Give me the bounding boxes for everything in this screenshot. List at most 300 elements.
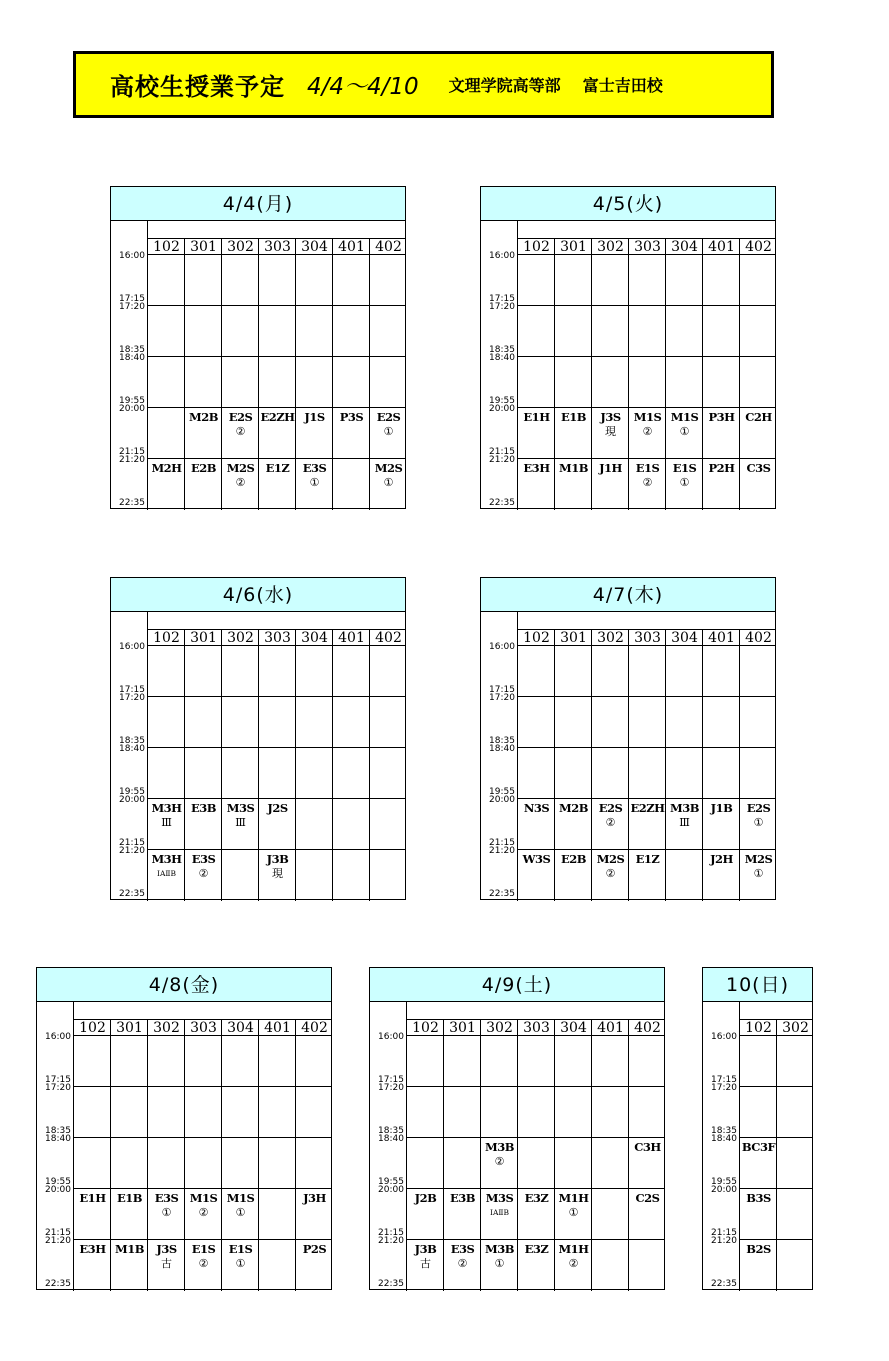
time-label: 17:20: [489, 302, 515, 312]
room-label: 401: [708, 239, 735, 255]
room-label: 302: [227, 630, 254, 646]
class-subject-note: 現: [272, 867, 283, 880]
class-code: J3S: [600, 410, 621, 424]
slot-row-divider: [74, 1086, 331, 1087]
class-code: M2S: [226, 461, 255, 475]
time-label: 22:35: [45, 1279, 71, 1289]
class-cell: [740, 410, 777, 425]
class-cell: [555, 410, 592, 425]
class-code: E1B: [117, 1191, 142, 1205]
class-cell: [518, 1191, 555, 1206]
class-code: B2S: [746, 1242, 771, 1256]
schedule-date-header: 4/7(木): [481, 578, 775, 612]
slot-row-divider: [74, 1239, 331, 1240]
time-label: 17:20: [711, 1083, 737, 1093]
schedule-sat: [369, 967, 665, 1290]
time-label: 17:15: [489, 294, 515, 304]
time-label: 21:20: [119, 455, 145, 465]
time-label: 17:20: [45, 1083, 71, 1093]
class-code: E1S: [228, 1242, 253, 1256]
class-subject-note: ①: [309, 476, 320, 489]
time-label: 19:55: [489, 787, 515, 797]
slot-row-divider: [148, 305, 405, 306]
time-label: 18:40: [378, 1134, 404, 1144]
time-label: 17:15: [711, 1075, 737, 1085]
class-code: E2B: [561, 852, 586, 866]
time-label: 17:15: [119, 294, 145, 304]
room-label: 301: [560, 630, 587, 646]
slot-row-divider: [518, 696, 775, 697]
slot-row-divider: [518, 458, 775, 459]
slot-row-divider: [148, 849, 405, 850]
class-code: E2S: [228, 410, 253, 424]
class-cell: [740, 1140, 777, 1155]
slot-row-divider: [740, 1086, 812, 1087]
class-subject-note: ②: [642, 476, 653, 489]
time-label: 19:55: [119, 787, 145, 797]
class-cell: [518, 852, 555, 867]
class-code: B3S: [746, 1191, 771, 1205]
room-label: 302: [227, 239, 254, 255]
schedule-date-header: 4/8(金): [37, 968, 331, 1002]
room-label: 304: [560, 1020, 587, 1036]
schedule-mon: [110, 186, 406, 509]
room-label: 302: [597, 630, 624, 646]
class-code: M2H: [151, 461, 182, 475]
class-subject-note: ①: [494, 1257, 505, 1270]
time-label: 21:15: [711, 1228, 737, 1238]
slot-row-divider: [148, 798, 405, 799]
time-label: 21:15: [45, 1228, 71, 1238]
class-code: M3H: [151, 801, 182, 815]
slot-row-divider: [518, 356, 775, 357]
class-code: E1S: [191, 1242, 216, 1256]
slot-row-divider: [407, 1137, 664, 1138]
class-code: M3B: [670, 801, 699, 815]
slot-row-divider: [518, 407, 775, 408]
time-label: 16:00: [711, 1032, 737, 1042]
class-cell: [629, 1191, 666, 1206]
schedule-date-header: 4/5(火): [481, 187, 775, 221]
class-cell: [296, 1191, 333, 1206]
time-label: 17:15: [489, 685, 515, 695]
class-cell: [740, 801, 777, 830]
room-label: 302: [486, 1020, 513, 1036]
slot-row-divider: [407, 1086, 664, 1087]
time-label: 20:00: [489, 404, 515, 414]
class-subject-note: ①: [679, 425, 690, 438]
banner-date-range: 4/4〜4/10: [307, 74, 419, 100]
class-cell: [444, 1191, 481, 1206]
slot-row-divider: [148, 458, 405, 459]
class-cell: [592, 852, 629, 881]
room-label: 402: [375, 630, 402, 646]
room-label: 303: [634, 630, 661, 646]
time-label: 18:35: [378, 1126, 404, 1136]
class-subject-note: ①: [383, 425, 394, 438]
class-subject-note: ②: [198, 867, 209, 880]
class-subject-note: 古: [161, 1257, 172, 1270]
class-code: C3H: [634, 1140, 661, 1154]
class-code: P2H: [708, 461, 735, 475]
class-cell: [629, 852, 666, 867]
class-cell: [592, 410, 629, 439]
class-code: C3S: [746, 461, 771, 475]
time-label: 16:00: [119, 251, 145, 261]
class-code: E2S: [746, 801, 771, 815]
time-label: 18:40: [45, 1134, 71, 1144]
class-code: E3B: [191, 801, 216, 815]
class-cell: [481, 1140, 518, 1169]
class-cell: [222, 801, 259, 830]
room-label: 303: [264, 630, 291, 646]
slot-row-divider: [518, 747, 775, 748]
class-cell: [185, 801, 222, 816]
room-label: 401: [597, 1020, 624, 1036]
class-cell: [703, 410, 740, 425]
class-code: M1S: [226, 1191, 255, 1205]
schedule-date-header: 10(日): [703, 968, 812, 1002]
class-cell: [518, 1242, 555, 1257]
class-cell: [148, 461, 185, 476]
class-code: E3S: [154, 1191, 179, 1205]
class-cell: [296, 410, 333, 425]
class-code: E3H: [79, 1242, 106, 1256]
time-label: 19:55: [489, 396, 515, 406]
room-label: 401: [338, 239, 365, 255]
room-label: 301: [560, 239, 587, 255]
class-code: M3S: [485, 1191, 514, 1205]
time-label: 22:35: [489, 889, 515, 899]
slot-row-divider: [518, 798, 775, 799]
class-code: P3H: [708, 410, 735, 424]
schedule-date-header: 4/9(土): [370, 968, 664, 1002]
class-code: J3S: [156, 1242, 177, 1256]
time-label: 17:20: [378, 1083, 404, 1093]
class-subject-note: ①: [235, 1206, 246, 1219]
class-code: E3H: [523, 461, 550, 475]
time-label: 20:00: [378, 1185, 404, 1195]
class-code: E3S: [302, 461, 327, 475]
class-code: J3B: [414, 1242, 437, 1256]
class-subject-note: ②: [605, 867, 616, 880]
class-code: M1S: [189, 1191, 218, 1205]
class-code: M3B: [485, 1140, 514, 1154]
class-cell: [148, 1242, 185, 1271]
class-cell: [407, 1191, 444, 1206]
room-label: 401: [264, 1020, 291, 1036]
class-cell: [259, 410, 296, 425]
schedule-wed: [110, 577, 406, 900]
class-subject-note: ②: [198, 1206, 209, 1219]
class-subject-note: ①: [235, 1257, 246, 1270]
class-subject-note: ①: [753, 816, 764, 829]
class-cell: [333, 410, 370, 425]
time-label: 17:15: [119, 685, 145, 695]
time-label: 16:00: [489, 642, 515, 652]
time-label: 16:00: [119, 642, 145, 652]
class-code: E1Z: [265, 461, 290, 475]
class-code: M1S: [633, 410, 662, 424]
class-code: M2S: [744, 852, 773, 866]
class-cell: [74, 1242, 111, 1257]
class-subject-note: ②: [568, 1257, 579, 1270]
room-label: 301: [449, 1020, 476, 1036]
slot-row-divider: [407, 1188, 664, 1189]
time-label: 19:55: [119, 396, 145, 406]
class-cell: [222, 410, 259, 439]
class-subject-note: ①: [753, 867, 764, 880]
class-code: J3H: [303, 1191, 326, 1205]
class-cell: [74, 1191, 111, 1206]
class-cell: [407, 1242, 444, 1271]
class-code: C2H: [745, 410, 772, 424]
class-code: M1B: [559, 461, 588, 475]
time-label: 20:00: [711, 1185, 737, 1195]
class-code: M1H: [558, 1242, 589, 1256]
class-code: E2ZH: [260, 410, 295, 424]
schedule-date-header: 4/4(月): [111, 187, 405, 221]
class-subject-note: ②: [605, 816, 616, 829]
class-cell: [185, 410, 222, 425]
class-subject-note: ①: [383, 476, 394, 489]
time-label: 20:00: [119, 404, 145, 414]
time-label: 21:20: [489, 455, 515, 465]
time-label: 19:55: [45, 1177, 71, 1187]
class-cell: [148, 852, 185, 881]
time-label: 22:35: [119, 889, 145, 899]
time-label: 18:40: [489, 744, 515, 754]
class-code: J2S: [267, 801, 288, 815]
time-label: 18:40: [119, 353, 145, 363]
class-code: M1H: [558, 1191, 589, 1205]
class-cell: [518, 461, 555, 476]
class-cell: [370, 410, 407, 439]
class-code: E1S: [672, 461, 697, 475]
class-code: M3B: [485, 1242, 514, 1256]
class-code: M2B: [189, 410, 218, 424]
room-label: 304: [671, 630, 698, 646]
banner-title: 高校生授業予定: [110, 73, 285, 101]
time-label: 18:35: [119, 345, 145, 355]
class-cell: [740, 461, 777, 476]
class-code: M3S: [226, 801, 255, 815]
time-label: 21:20: [378, 1236, 404, 1246]
class-cell: [259, 801, 296, 816]
class-code: E3S: [191, 852, 216, 866]
time-label: 17:15: [45, 1075, 71, 1085]
class-subject-note: Ⅲ: [679, 816, 690, 829]
time-label: 16:00: [489, 251, 515, 261]
class-cell: [185, 1191, 222, 1220]
class-code: E1H: [523, 410, 550, 424]
class-code: P2S: [302, 1242, 327, 1256]
class-cell: [370, 461, 407, 490]
room-label: 102: [79, 1020, 106, 1036]
room-label: 102: [523, 239, 550, 255]
class-subject-note: ①: [161, 1206, 172, 1219]
class-cell: [703, 801, 740, 816]
class-cell: [555, 801, 592, 816]
time-label: 21:15: [489, 838, 515, 848]
class-code: E2S: [376, 410, 401, 424]
room-label: 401: [708, 630, 735, 646]
time-label: 19:55: [711, 1177, 737, 1187]
slot-row-divider: [518, 305, 775, 306]
time-label: 17:20: [489, 693, 515, 703]
class-subject-note: Ⅲ: [235, 816, 246, 829]
class-subject-note: ②: [494, 1155, 505, 1168]
class-code: W3S: [522, 852, 551, 866]
time-label: 20:00: [119, 795, 145, 805]
schedule-tue: [480, 186, 776, 509]
room-label: 303: [264, 239, 291, 255]
time-label: 21:15: [119, 447, 145, 457]
class-code: E1S: [635, 461, 660, 475]
class-cell: [629, 1140, 666, 1155]
schedule-fri: [36, 967, 332, 1290]
class-cell: [703, 461, 740, 476]
class-cell: [259, 461, 296, 476]
slot-row-divider: [740, 1137, 812, 1138]
banner-school: 文理学院高等部: [448, 76, 561, 95]
class-cell: [296, 1242, 333, 1257]
class-code: E2S: [598, 801, 623, 815]
class-code: E3Z: [524, 1242, 549, 1256]
class-cell: [666, 461, 703, 490]
time-label: 16:00: [45, 1032, 71, 1042]
class-cell: [222, 461, 259, 490]
class-cell: [740, 1242, 777, 1257]
class-cell: [111, 1242, 148, 1257]
time-label: 18:40: [119, 744, 145, 754]
class-code: E2ZH: [630, 801, 665, 815]
class-code: E3Z: [524, 1191, 549, 1205]
class-code: N3S: [523, 801, 550, 815]
room-label: 302: [782, 1020, 809, 1036]
class-cell: [518, 801, 555, 816]
room-label: 402: [745, 239, 772, 255]
time-label: 17:20: [119, 302, 145, 312]
time-label: 20:00: [489, 795, 515, 805]
room-label: 304: [301, 239, 328, 255]
class-code: J2H: [710, 852, 733, 866]
room-label: 402: [301, 1020, 328, 1036]
time-label: 18:40: [711, 1134, 737, 1144]
slot-row-divider: [74, 1137, 331, 1138]
title-banner: [73, 51, 774, 118]
schedule-date-header: 4/6(水): [111, 578, 405, 612]
slot-row-divider: [148, 407, 405, 408]
time-label: 21:20: [489, 846, 515, 856]
room-label: 304: [671, 239, 698, 255]
class-subject-note: ⅠAⅡB: [490, 1208, 509, 1217]
class-cell: [481, 1191, 518, 1220]
class-code: E3B: [450, 1191, 475, 1205]
class-cell: [148, 1191, 185, 1220]
class-cell: [111, 1191, 148, 1206]
room-label: 102: [153, 239, 180, 255]
class-code: J2B: [414, 1191, 437, 1205]
slot-row-divider: [148, 696, 405, 697]
time-label: 21:15: [119, 838, 145, 848]
room-label: 102: [523, 630, 550, 646]
class-code: E1B: [561, 410, 586, 424]
schedule-thu: [480, 577, 776, 900]
class-cell: [740, 1191, 777, 1206]
class-code: M1B: [115, 1242, 144, 1256]
time-label: 18:35: [45, 1126, 71, 1136]
slot-row-divider: [740, 1239, 812, 1240]
time-label: 22:35: [378, 1279, 404, 1289]
class-cell: [296, 461, 333, 490]
room-label: 102: [745, 1020, 772, 1036]
class-cell: [666, 410, 703, 439]
time-label: 21:20: [711, 1236, 737, 1246]
class-cell: [148, 801, 185, 830]
class-cell: [703, 852, 740, 867]
class-code: M3H: [151, 852, 182, 866]
room-label: 102: [412, 1020, 439, 1036]
time-label: 21:20: [45, 1236, 71, 1246]
room-label: 303: [190, 1020, 217, 1036]
time-label: 17:20: [119, 693, 145, 703]
class-cell: [592, 461, 629, 476]
class-code: E3S: [450, 1242, 475, 1256]
class-code: M2S: [596, 852, 625, 866]
time-label: 16:00: [378, 1032, 404, 1042]
room-label: 301: [116, 1020, 143, 1036]
time-label: 20:00: [45, 1185, 71, 1195]
slot-row-divider: [74, 1188, 331, 1189]
class-cell: [185, 461, 222, 476]
slot-row-divider: [148, 356, 405, 357]
class-code: C2S: [635, 1191, 660, 1205]
class-subject-note: 現: [605, 425, 616, 438]
time-label: 22:35: [119, 498, 145, 508]
class-subject-note: ⅠAⅡB: [157, 869, 176, 878]
class-subject-note: ②: [198, 1257, 209, 1270]
room-label: 303: [523, 1020, 550, 1036]
class-code: M2B: [559, 801, 588, 815]
slot-row-divider: [148, 747, 405, 748]
class-cell: [259, 852, 296, 881]
time-label: 18:40: [489, 353, 515, 363]
class-cell: [592, 801, 629, 830]
class-cell: [629, 461, 666, 490]
class-cell: [555, 1191, 592, 1220]
room-label: 304: [301, 630, 328, 646]
room-label: 401: [338, 630, 365, 646]
class-cell: [222, 1191, 259, 1220]
time-label: 18:35: [711, 1126, 737, 1136]
class-subject-note: ①: [679, 476, 690, 489]
class-cell: [629, 801, 666, 816]
time-label: 22:35: [489, 498, 515, 508]
class-cell: [629, 410, 666, 439]
room-label: 304: [227, 1020, 254, 1036]
class-cell: [555, 1242, 592, 1271]
class-subject-note: ②: [642, 425, 653, 438]
class-code: J1B: [710, 801, 733, 815]
class-cell: [481, 1242, 518, 1271]
room-label: 301: [190, 239, 217, 255]
class-code: J1S: [304, 410, 325, 424]
class-cell: [555, 461, 592, 476]
room-column-divider: [369, 629, 370, 901]
time-label: 17:15: [378, 1075, 404, 1085]
class-code: E2B: [191, 461, 216, 475]
